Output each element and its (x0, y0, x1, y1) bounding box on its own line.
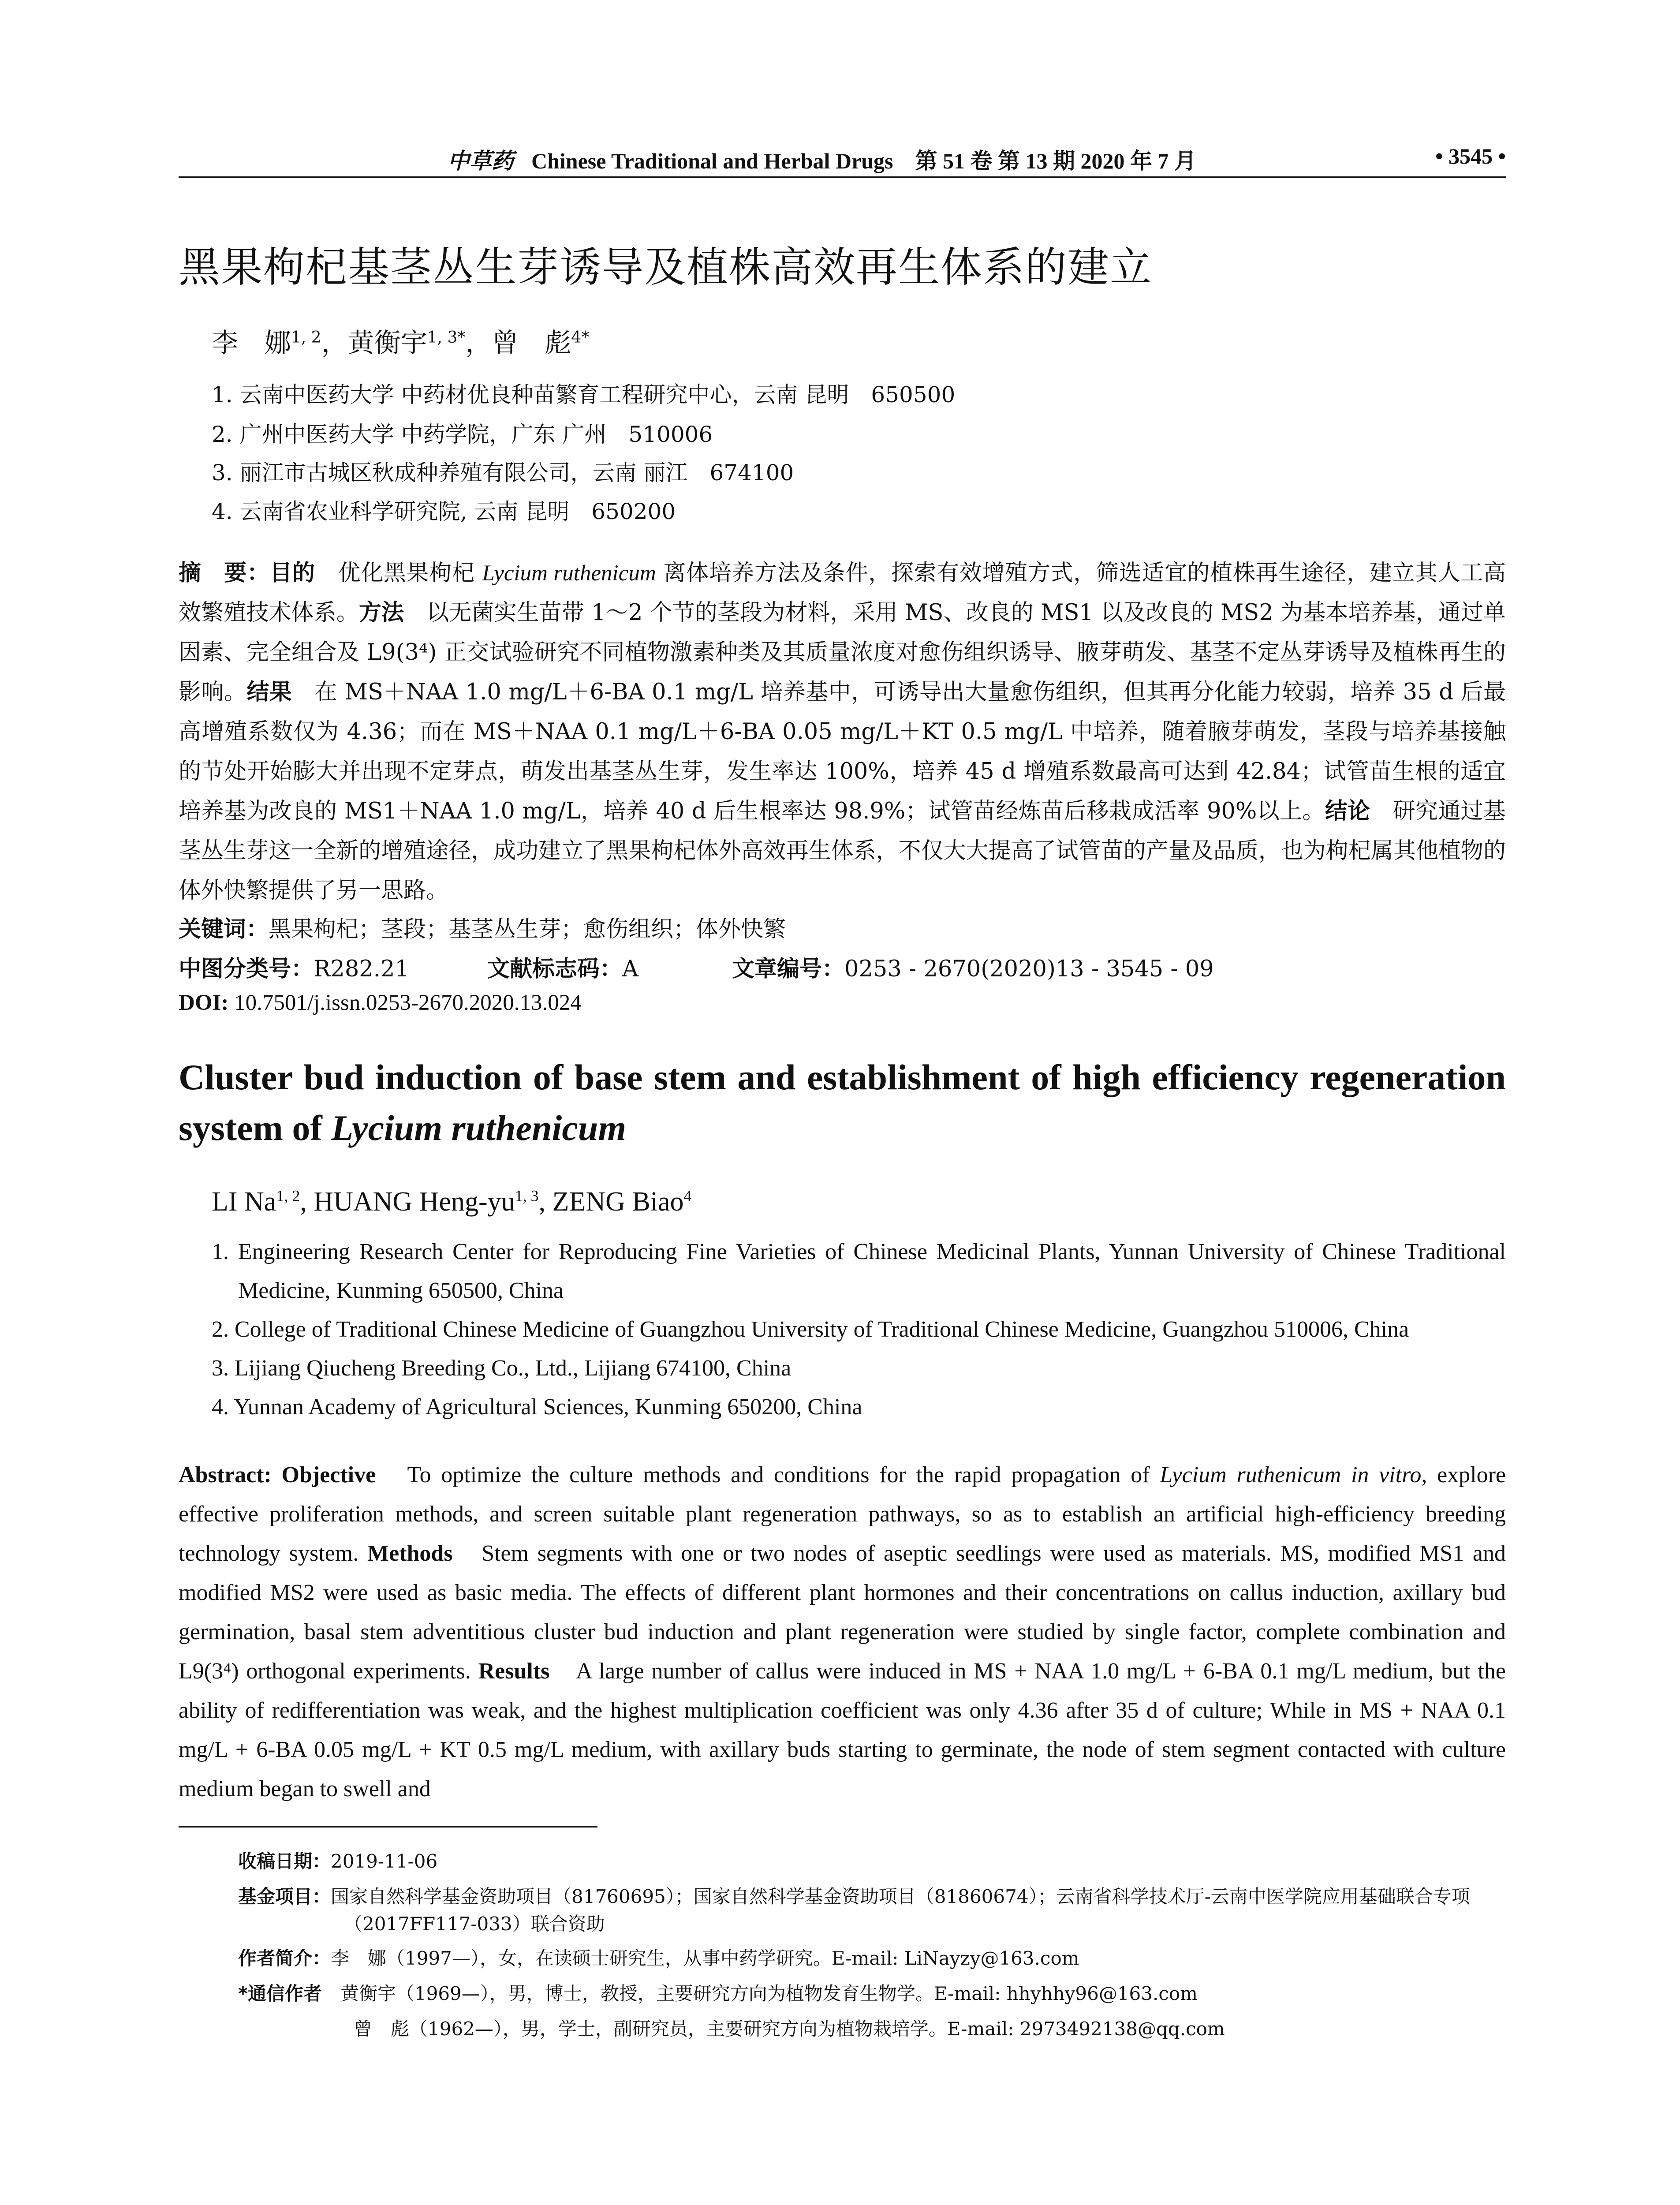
journal-logo-cn: 中草药 (448, 149, 514, 173)
authors-en (212, 1186, 692, 1218)
conclusion-label-cn: 结论 (1325, 798, 1370, 824)
journal-issue-info: Chinese Traditional and Herbal Drugs 第 51 卷 第 13 期 2020 年 7 月 (531, 149, 1196, 173)
document-code-value: A (622, 956, 638, 982)
results-text-cn: 在 MS＋NAA 1.0 mg/L＋6-BA 0.1 mg/L 培养基中，可诱导出大量愈伤组织，但其再分化能力较弱，培养 35 d 后最高增殖系数仅为 4.36；而在 MS＋NAA 0.1 mg/L＋6-BA 0.05 mg/L＋KT 0.5 mg/L 中培养，随着腋芽萌发，茎段与培养基接触的节处开始膨大并出现不定芽点，萌发出基茎丛生芽，发生率达 100%，培养 45 d 增殖系数最高可达到 42.84；试管苗生根的适宜培养基为改良的 MS1＋NAA 1.0 mg/L，培养 40 d 后生根率达 98.9%；试管苗经炼苗后移栽成活率 90%以上。 (179, 679, 1506, 824)
author-en-2: , HUANG Heng-yu (300, 1187, 515, 1217)
abstract-cn (179, 553, 1506, 911)
author-en-1-aff: 1, 2 (276, 1187, 300, 1205)
author-cn-2-aff: 1, 3* (427, 329, 466, 347)
document-code (487, 950, 638, 983)
methods-text-en: Stem segments with one or two nodes of aseptic seedlings were used as materials. MS, modified MS1 and modified MS2 were used as basic media. The effects of different plant hormones and their concentrations on callus induction, axillary bud germination, basal stem adventitious cluster bud induction and plant regeneration were studied by single factor, complete combination and L9(3⁴) orthogonal experiments. (179, 1541, 1506, 1684)
affiliation-en-1: 1. Engineering Research Center for Reproducing Fine Varieties of Chinese Medicinal Plants, Yunnan University of Chinese Traditional Medicine, Kunming 650500, China (212, 1239, 1506, 1303)
document-code-label: 文献标志码： (487, 956, 623, 982)
clc-number (179, 950, 409, 983)
objective-text-cn-2: 离体培养方法及条件，探索有效增殖方式，筛选适宜的植株再生途径，建立其人工高效繁殖技术体系。 (179, 560, 1506, 626)
keywords-cn (179, 911, 786, 943)
authors-cn (212, 322, 589, 360)
article-number-label: 文章编号： (732, 956, 845, 982)
affiliation-en-3: 3. Lijiang Qiucheng Breeding Co., Ltd., Lijiang 674100, China (212, 1356, 791, 1381)
footnote-author (238, 1945, 1506, 1972)
author-bio-text: 李 娜（1997—），女，在读硕士研究生，从事中药学研究。E-mail: LiNayzy@163.com (331, 1947, 1079, 1969)
title-en-species: Lycium ruthenicum (331, 1108, 627, 1148)
journal-masthead (448, 143, 1196, 175)
title-en (179, 1052, 1506, 1153)
article-number (732, 950, 1214, 983)
species-name-cn-abstract: Lycium ruthenicum (482, 561, 656, 586)
funding-text: 国家自然科学基金资助项目（81760695）；国家自然科学基金资助项目（81860674）；云南省科学技术厅-云南中医学院应用基础联合专项（2017FF117-033）联合资助 (331, 1886, 1470, 1935)
funding-label: 基金项目： (238, 1886, 331, 1907)
doi-label: DOI: (179, 990, 229, 1015)
corresponding-author-1: 黄衡宇（1969—），男，博士，教授，主要研究方向为植物发育生物学。E-mail: hhyhhy96@163.com (321, 1983, 1198, 2004)
author-en-3: , ZENG Biao (538, 1187, 684, 1217)
header-rule (179, 176, 1506, 178)
doi (179, 990, 582, 1016)
affiliations-en (212, 1233, 1506, 1427)
author-cn-2: 黄衡宇 (347, 328, 427, 359)
affiliation-en-2: 2. College of Traditional Chinese Medicine of Guangzhou University of Traditional Chinese Medicine, Guangzhou 510006, China (212, 1317, 1409, 1342)
objective-text-en-2: , explore effective proliferation methods, and screen suitable plant regeneration pathways, so as to establish an artificial high-efficiency breeding technology system. (179, 1462, 1506, 1566)
abstract-en-label: Abstract: Objective (179, 1462, 376, 1487)
affiliation-cn-4: 4. 云南省农业科学研究院, 云南 昆明 650200 (212, 499, 676, 524)
article-number-value: 0253 - 2670(2020)13 - 3545 - 09 (844, 956, 1214, 982)
author-cn-3-aff: 4* (571, 329, 590, 347)
running-header (179, 143, 1506, 174)
title-en-text: Cluster bud induction of base stem and establishment of high efficiency regeneration system of (179, 1057, 1506, 1148)
results-text-en: A large number of callus were induced in MS + NAA 1.0 mg/L + 6-BA 0.1 mg/L medium, but the ability of redifferentiation was weak, and the highest multiplication coefficient was only 4.36 after 35 d of culture; While in MS + NAA 0.1 mg/L + 6-BA 0.05 mg/L + KT 0.5 mg/L medium, with axillary buds starting to germinate, the node of stem segment contacted with culture medium began to swell and (179, 1659, 1506, 1801)
author-cn-3: 曾 彪 (492, 328, 571, 359)
corresponding-author-2: 曾 彪（1962—），男，学士，副研究员，主要研究方向为植物栽培学。E-mail: 2973492138@qq.com (354, 2018, 1225, 2040)
results-label-en: Results (478, 1659, 550, 1684)
footnote-funding (238, 1883, 1506, 1938)
affiliation-en-4: 4. Yunnan Academy of Agricultural Sciences, Kunming 650200, China (212, 1394, 862, 1420)
received-date: 2019-11-06 (331, 1850, 438, 1872)
author-en-3-aff: 4 (683, 1187, 692, 1205)
results-label-cn: 结果 (246, 679, 292, 705)
keywords-text: 黑果枸杞；茎段；基茎丛生芽；愈伤组织；体外快繁 (269, 916, 786, 942)
objective-text-en: To optimize the culture methods and conditions for the rapid propagation of (376, 1462, 1160, 1487)
affiliation-cn-2: 2. 广州中医药大学 中药学院，广东 广州 510006 (212, 422, 713, 447)
objective-text-cn: 优化黑果枸杞 (315, 560, 482, 586)
clc-label: 中图分类号： (179, 956, 314, 982)
species-name-en-abstract: Lycium ruthenicum in vitro (1160, 1462, 1422, 1487)
received-label: 收稿日期： (238, 1850, 331, 1872)
objective-label-cn: 目的 (269, 560, 315, 586)
author-separator: ， (321, 328, 348, 359)
author-separator: ， (465, 328, 492, 359)
author-en-1: LI Na (212, 1187, 276, 1217)
footnote-corresponding (238, 1980, 1506, 2007)
author-bio-label: 作者简介： (238, 1947, 331, 1969)
conclusion-text-cn: 研究通过基茎丛生芽这一全新的增殖途径，成功建立了黑果枸杞体外高效再生体系，不仅大大提高了试管苗的产量及品质，也为枸杞属其他植物的体外快繁提供了另一思路。 (179, 798, 1506, 904)
corresponding-label: *通信作者 (238, 1983, 322, 2004)
title-cn: 黑果枸杞基茎丛生芽诱导及植株高效再生体系的建立 (179, 243, 1153, 292)
affiliation-cn-1: 1. 云南中医药大学 中药材优良种苗繁育工程研究中心，云南 昆明 650500 (212, 382, 956, 407)
footnote-received (238, 1848, 1506, 1875)
author-cn-1: 李 娜 (212, 328, 291, 359)
abstract-cn-label: 摘 要： (179, 560, 270, 586)
abstract-en (179, 1455, 1506, 1809)
methods-label-en: Methods (367, 1541, 453, 1566)
footnote-corresponding-2 (238, 2015, 1506, 2043)
methods-text-cn: 以无菌实生苗带 1～2 个节的茎段为材料，采用 MS、改良的 MS1 以及改良的 MS2 为基本培养基，通过单因素、完全组合及 L9(3⁴) 正交试验研究不同植物激素种类及其质量浓度对愈伤组织诱导、腋芽萌发、基茎不定丛芽诱导及植株再生的影响。 (179, 600, 1506, 705)
clc-value: R282.21 (314, 956, 409, 982)
footnote-rule (179, 1826, 597, 1828)
author-en-2-aff: 1, 3 (515, 1187, 539, 1205)
page-number: • 3545 • (1435, 144, 1506, 168)
methods-label-cn: 方法 (358, 600, 404, 626)
affiliation-cn-3: 3. 丽江市古城区秋成种养殖有限公司，云南 丽江 674100 (212, 460, 794, 486)
author-cn-1-aff: 1, 2 (291, 329, 321, 347)
doi-value: 10.7501/j.issn.0253-2670.2020.13.024 (228, 990, 582, 1015)
keywords-label: 关键词： (179, 916, 269, 942)
